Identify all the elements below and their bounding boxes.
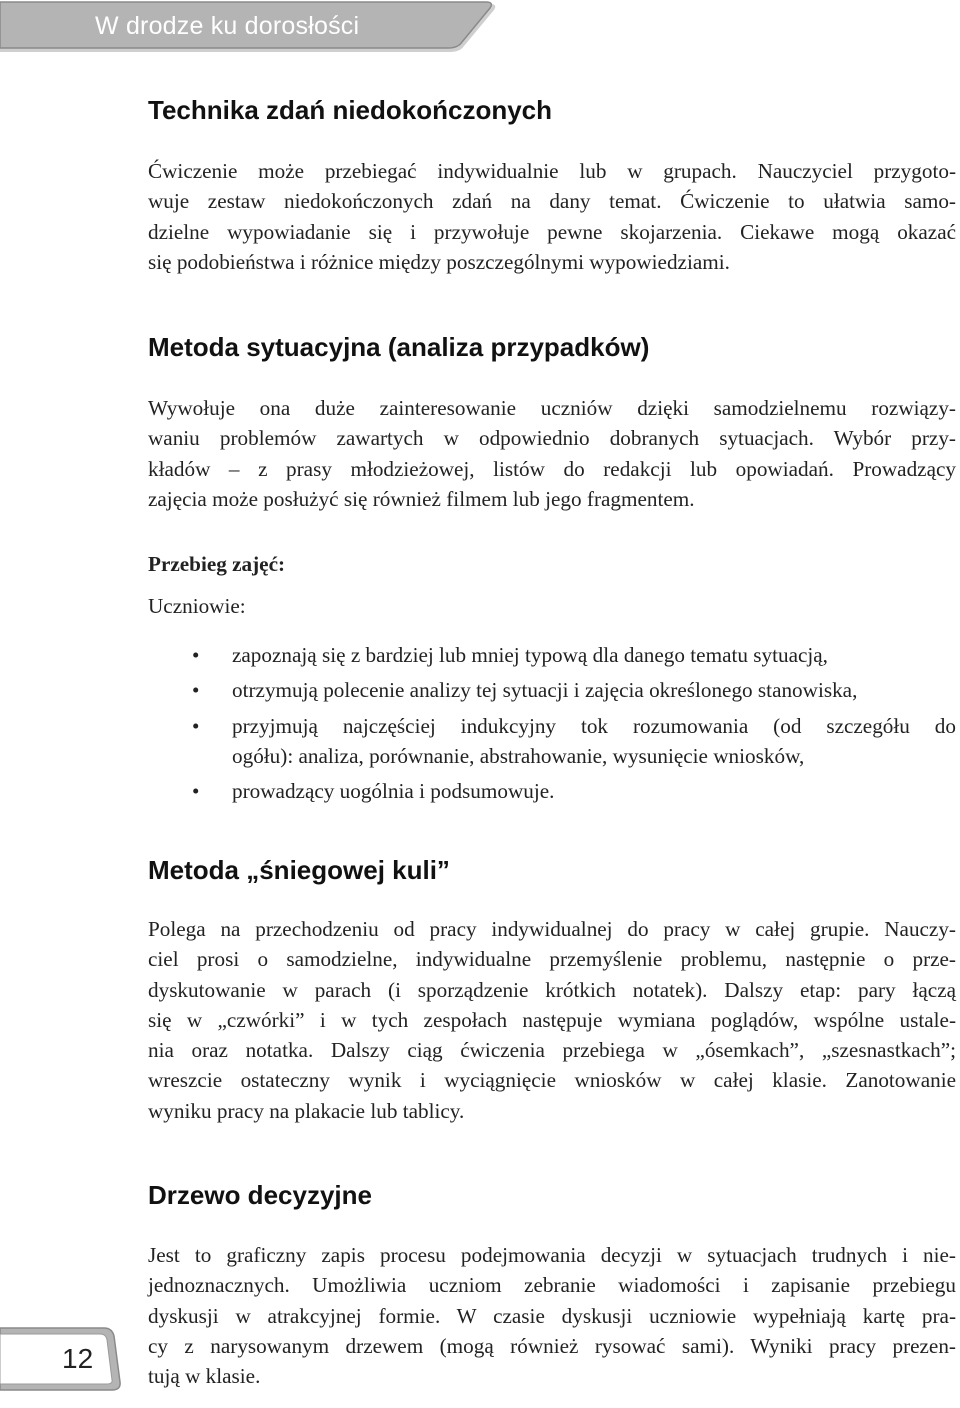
text-line: ogółu): analiza, porównanie, abstrahowanie, wysunięcie wniosków,: [232, 743, 805, 768]
chapter-title: W drodze ku dorosłości: [95, 12, 360, 40]
bullet-icon: •: [192, 678, 200, 703]
text-line: ciel prosi o samodzielne, indywidualne przemyślenie problemu, następnie o prze-: [148, 947, 956, 972]
text-line: się w „czwórki” i w tych zespołach następuje wymiana poglądów, wspólne ustale-: [148, 1007, 956, 1032]
text-line: cy z narysowanym drzewem (mogą również rysować sami). Wyniki pracy prezen-: [148, 1333, 956, 1358]
text-line: prowadzący uogólnia i podsumowuje.: [232, 779, 555, 804]
section-paragraph-sniegowa-kula: [148, 914, 956, 1126]
text-line: jednoznacznych. Umożliwia uczniom zebranie wiadomości i zapisanie przebiegu: [148, 1273, 956, 1298]
section-paragraph-drzewo-decyzyjne: [148, 1240, 956, 1391]
text-line: przyjmują najczęściej indukcyjny tok rozumowania (od szczegółu do: [232, 713, 956, 738]
bullet-icon: •: [192, 713, 200, 738]
text-line: zajęcia może posłużyć się również filmem lub jego fragmentem.: [148, 486, 695, 511]
text-line: dyskusji w atrakcyjnej formie. W czasie dyskusji uczniowie wypełniają kartę pra-: [148, 1303, 956, 1328]
section-paragraph-metoda-sytuacyjna: [148, 393, 956, 514]
text-line: wuje zestaw niedokończonych zdań na dany temat. Ćwiczenie to ułatwia samo-: [148, 189, 956, 214]
text-line: tują w klasie.: [148, 1364, 261, 1389]
text-line: Jest to graficzny zapis procesu podejmowania decyzji w sytuacjach trudnych i nie-: [148, 1243, 956, 1267]
section-heading-drzewo-decyzyjne: Drzewo decyzyjne: [148, 1180, 372, 1210]
text-line: wyniku pracy na plakacie lub tablicy.: [148, 1098, 465, 1123]
text-line: Polega na przechodzeniu od pracy indywidualnej do pracy w całej grupie. Nauczy-: [148, 917, 956, 941]
list-item: [148, 711, 956, 772]
text-line: dyskutowanie w parach (i sporządzenie krótkich notatek). Dalszy etap: pary łączą: [148, 977, 956, 1002]
text-line: nia oraz notatka. Dalszy ciąg ćwiczenia przebiega w „ósemkach”, „szesnastkach”;: [148, 1038, 956, 1063]
bullet-list: [148, 640, 956, 806]
subheading-przebieg-zajec: Przebieg zajęć:: [148, 552, 286, 576]
list-item: [148, 675, 956, 705]
text-line: Wywołuje ona duże zainteresowanie uczniów dzięki samodzielnemu rozwiązy-: [148, 396, 956, 420]
bullet-icon: •: [192, 779, 200, 804]
text-line: dzielne wypowiadanie się i przywołuje pewne skojarzenia. Ciekawe mogą okazać: [148, 219, 956, 244]
section-paragraph-technika: [148, 156, 956, 277]
list-item: [148, 640, 956, 670]
text-line: otrzymują polecenie analizy tej sytuacji i zajęcia określonego stanowiska,: [232, 678, 858, 703]
text-line: się podobieństwa i różnice między poszczególnymi wypowiedziami.: [148, 249, 730, 274]
text-line: zapoznają się z bardziej lub mniej typową dla danego tematu sytuacją,: [232, 643, 828, 667]
section-heading-sniegowa-kula: Metoda „śniegowej kuli”: [148, 855, 450, 885]
text-line: Ćwiczenie może przebiegać indywidualnie lub w grupach. Nauczyciel przygoto-: [148, 159, 956, 183]
text-line: wreszcie ostateczny wynik i wyciągnięcie wniosków w całej klasie. Zanotowanie: [148, 1068, 956, 1093]
section-heading-technika: Technika zdań niedokończonych: [148, 95, 553, 125]
section-heading-metoda-sytuacyjna: Metoda sytuacyjna (analiza przypadków): [148, 332, 650, 362]
bullet-icon: •: [192, 643, 200, 667]
list-item: [148, 776, 956, 806]
page-number: 12: [62, 1343, 94, 1374]
text-line: kładów – z prasy młodzieżowej, listów do redakcji lub opowiadań. Prowadzący: [148, 456, 956, 481]
intro-uczniowie: Uczniowie:: [148, 594, 246, 618]
text-line: waniu problemów zawartych w odpowiednio dobranych sytuacjach. Wybór przy-: [148, 426, 956, 451]
